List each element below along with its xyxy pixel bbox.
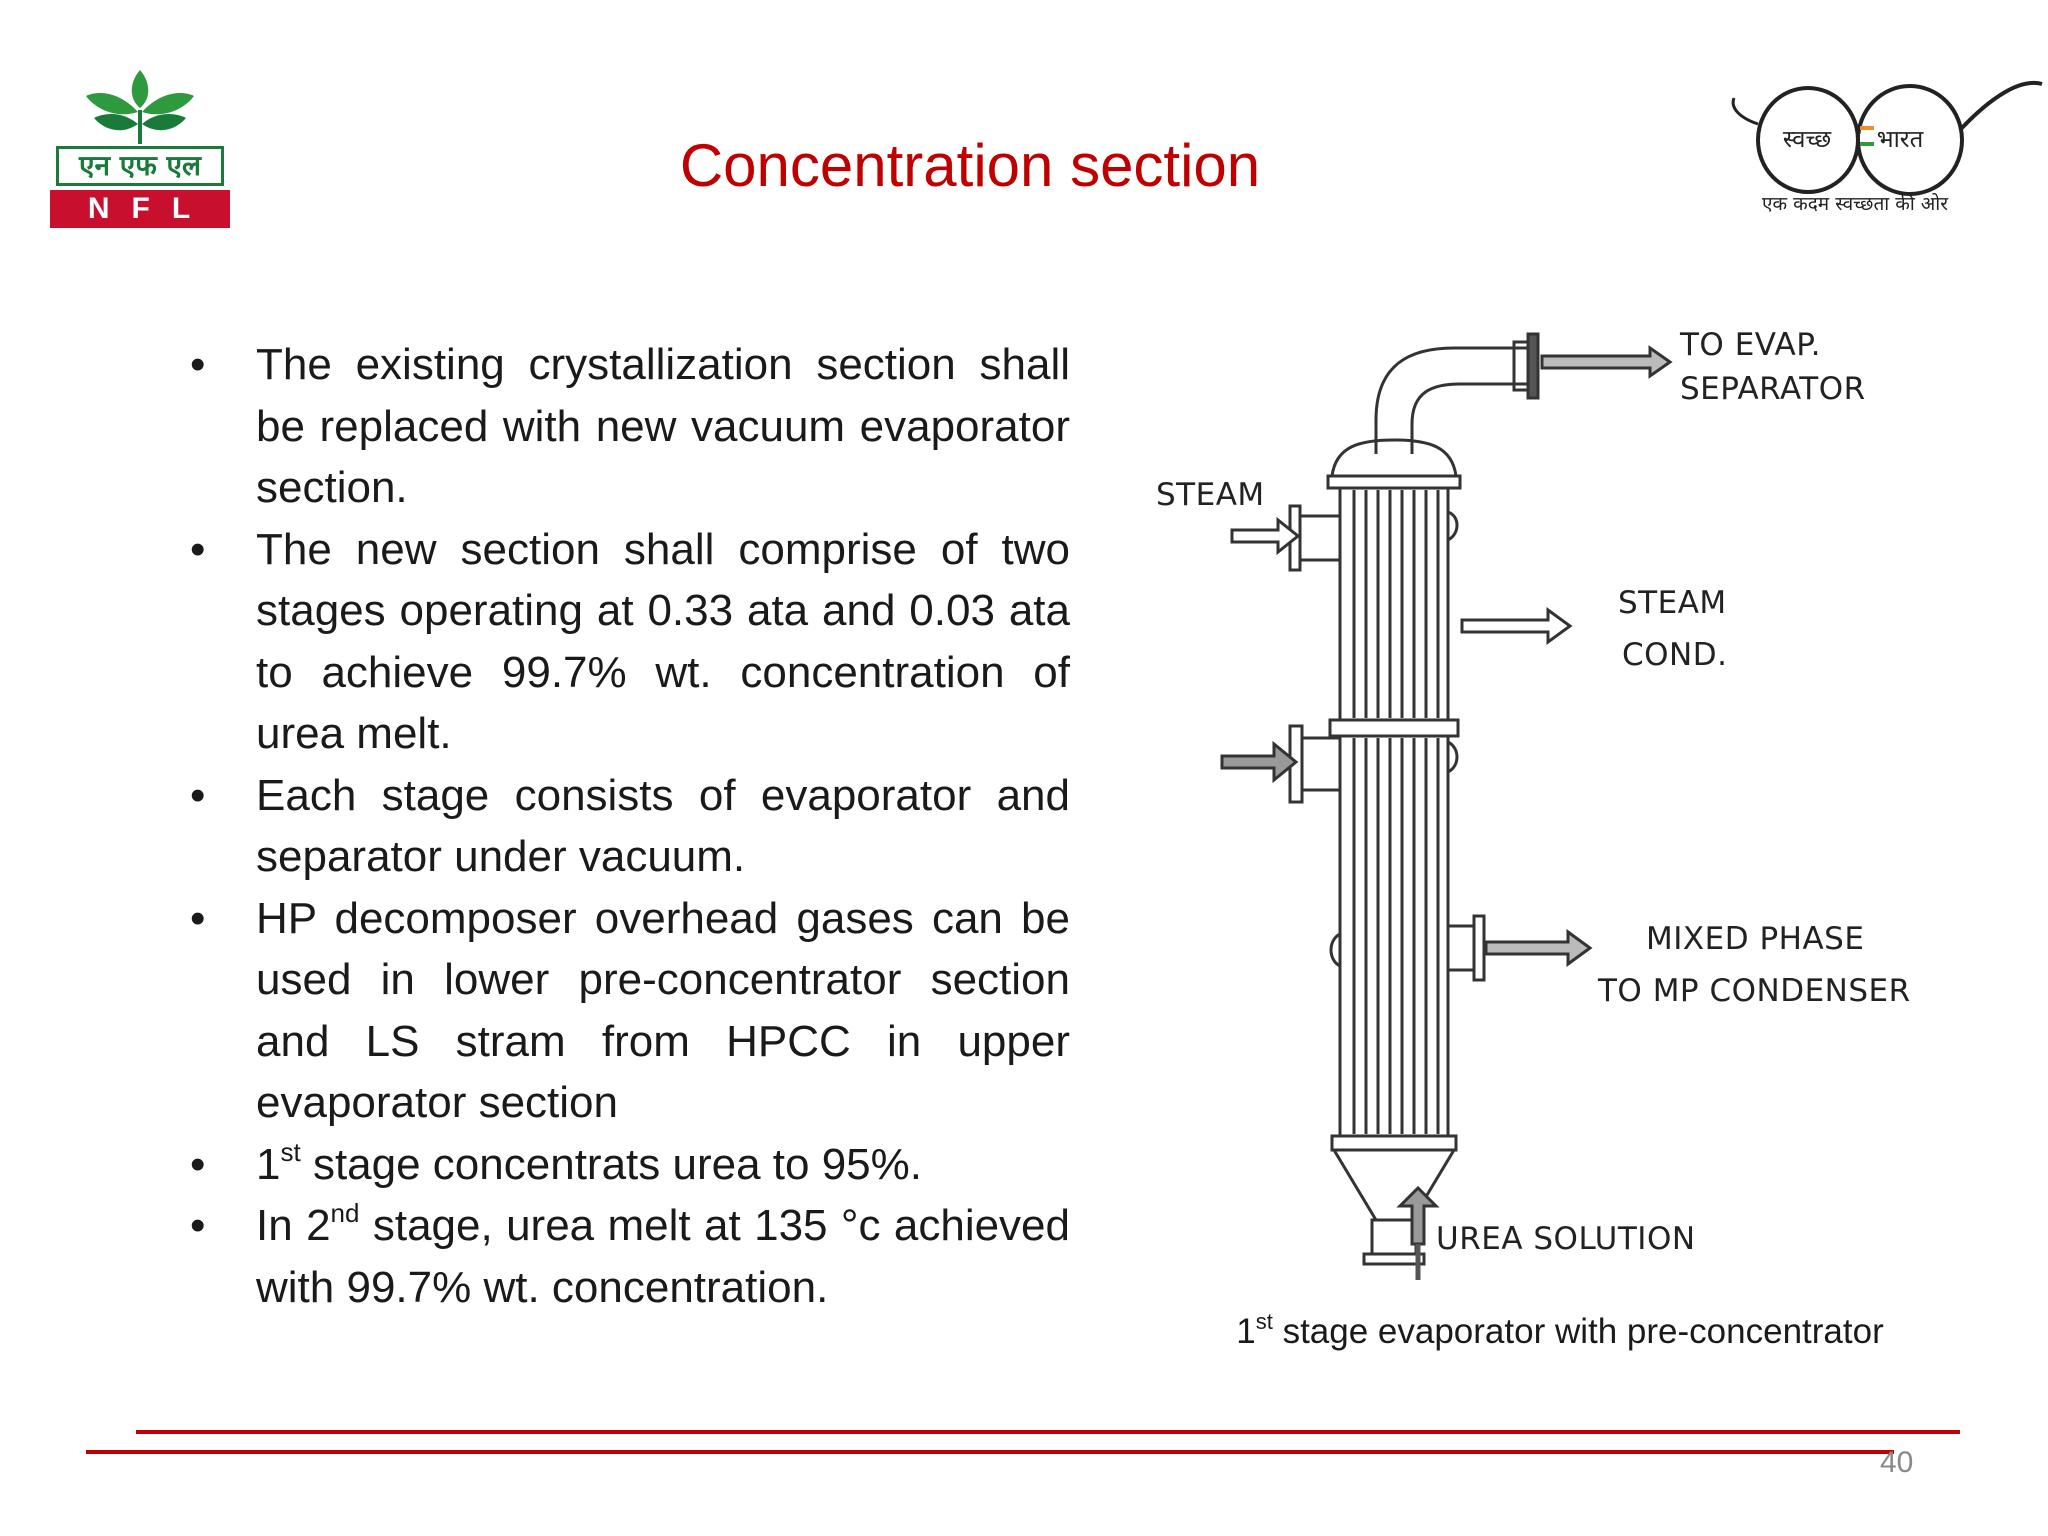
bullet-item bbox=[190, 1195, 1070, 1318]
swachh-left-text: स्वच्छ bbox=[1782, 125, 1832, 153]
bullet-text: Each stage consists of evaporator and separator under vacuum. bbox=[256, 770, 1070, 881]
leaves-icon bbox=[80, 62, 200, 148]
page-number: 40 bbox=[1880, 1446, 1914, 1479]
superscript: st bbox=[1255, 1309, 1273, 1334]
diagram-caption bbox=[1200, 1308, 1920, 1356]
nfl-english-text: NFL bbox=[50, 190, 230, 228]
bullet-text: The new section shall comprise of two stages operating at 0.33 ata and 0.03 ata to achieve 99.7% wt. concentration of urea melt. bbox=[256, 524, 1070, 758]
bullet-item bbox=[190, 888, 1070, 1134]
label-steam-cond-2: COND. bbox=[1622, 637, 1728, 673]
bullet-list bbox=[190, 334, 1070, 1318]
swachh-bharat-logo bbox=[1720, 58, 2048, 238]
bullet-item bbox=[190, 334, 1070, 519]
evaporator-diagram bbox=[1150, 320, 1930, 1280]
label-mp-condenser: TO MP CONDENSER bbox=[1598, 973, 1911, 1009]
caption-text: 1 bbox=[1236, 1312, 1256, 1351]
label-to-evap: TO EVAP. bbox=[1680, 327, 1821, 363]
bullet-item bbox=[190, 1134, 1070, 1196]
bullet-text: stage concentrats urea to 95%. bbox=[300, 1139, 922, 1189]
bullet-text: In 2 bbox=[256, 1201, 331, 1250]
swachh-tagline: एक कदम स्वच्छता की ओर bbox=[1761, 193, 1949, 215]
label-separator: SEPARATOR bbox=[1680, 371, 1866, 407]
swachh-right-text: भारत bbox=[1876, 125, 1924, 153]
bullet-text: stage, urea melt at 135 °c achieved with 99.7% wt. concentration. bbox=[256, 1201, 1071, 1312]
superscript: st bbox=[280, 1136, 301, 1167]
nfl-logo bbox=[50, 62, 230, 230]
caption-text: stage evaporator with pre-concentrator bbox=[1272, 1312, 1884, 1351]
slide-title: Concentration section bbox=[679, 132, 1261, 199]
label-steam: STEAM bbox=[1156, 477, 1265, 513]
evaporator-drawing bbox=[1150, 320, 1930, 1280]
superscript: nd bbox=[330, 1198, 360, 1228]
bullet-text: HP decomposer overhead gases can be used in lower pre-concentrator section and LS stram from HPCC in upper evaporator section bbox=[256, 893, 1070, 1127]
bullet-item bbox=[190, 765, 1070, 888]
footer-rule-top bbox=[136, 1430, 1960, 1434]
bullet-item bbox=[190, 519, 1070, 765]
footer-rule-bottom bbox=[86, 1450, 1894, 1454]
nfl-hindi-text: एन एफ एल bbox=[56, 146, 224, 186]
label-mixed-phase: MIXED PHASE bbox=[1646, 921, 1865, 957]
bullet-text: 1 bbox=[256, 1139, 281, 1189]
label-steam-cond-1: STEAM bbox=[1618, 585, 1727, 621]
label-urea-solution: UREA SOLUTION bbox=[1436, 1221, 1696, 1257]
bullet-text: The existing crystallization section shall be replaced with new vacuum evaporator section. bbox=[256, 340, 1070, 512]
